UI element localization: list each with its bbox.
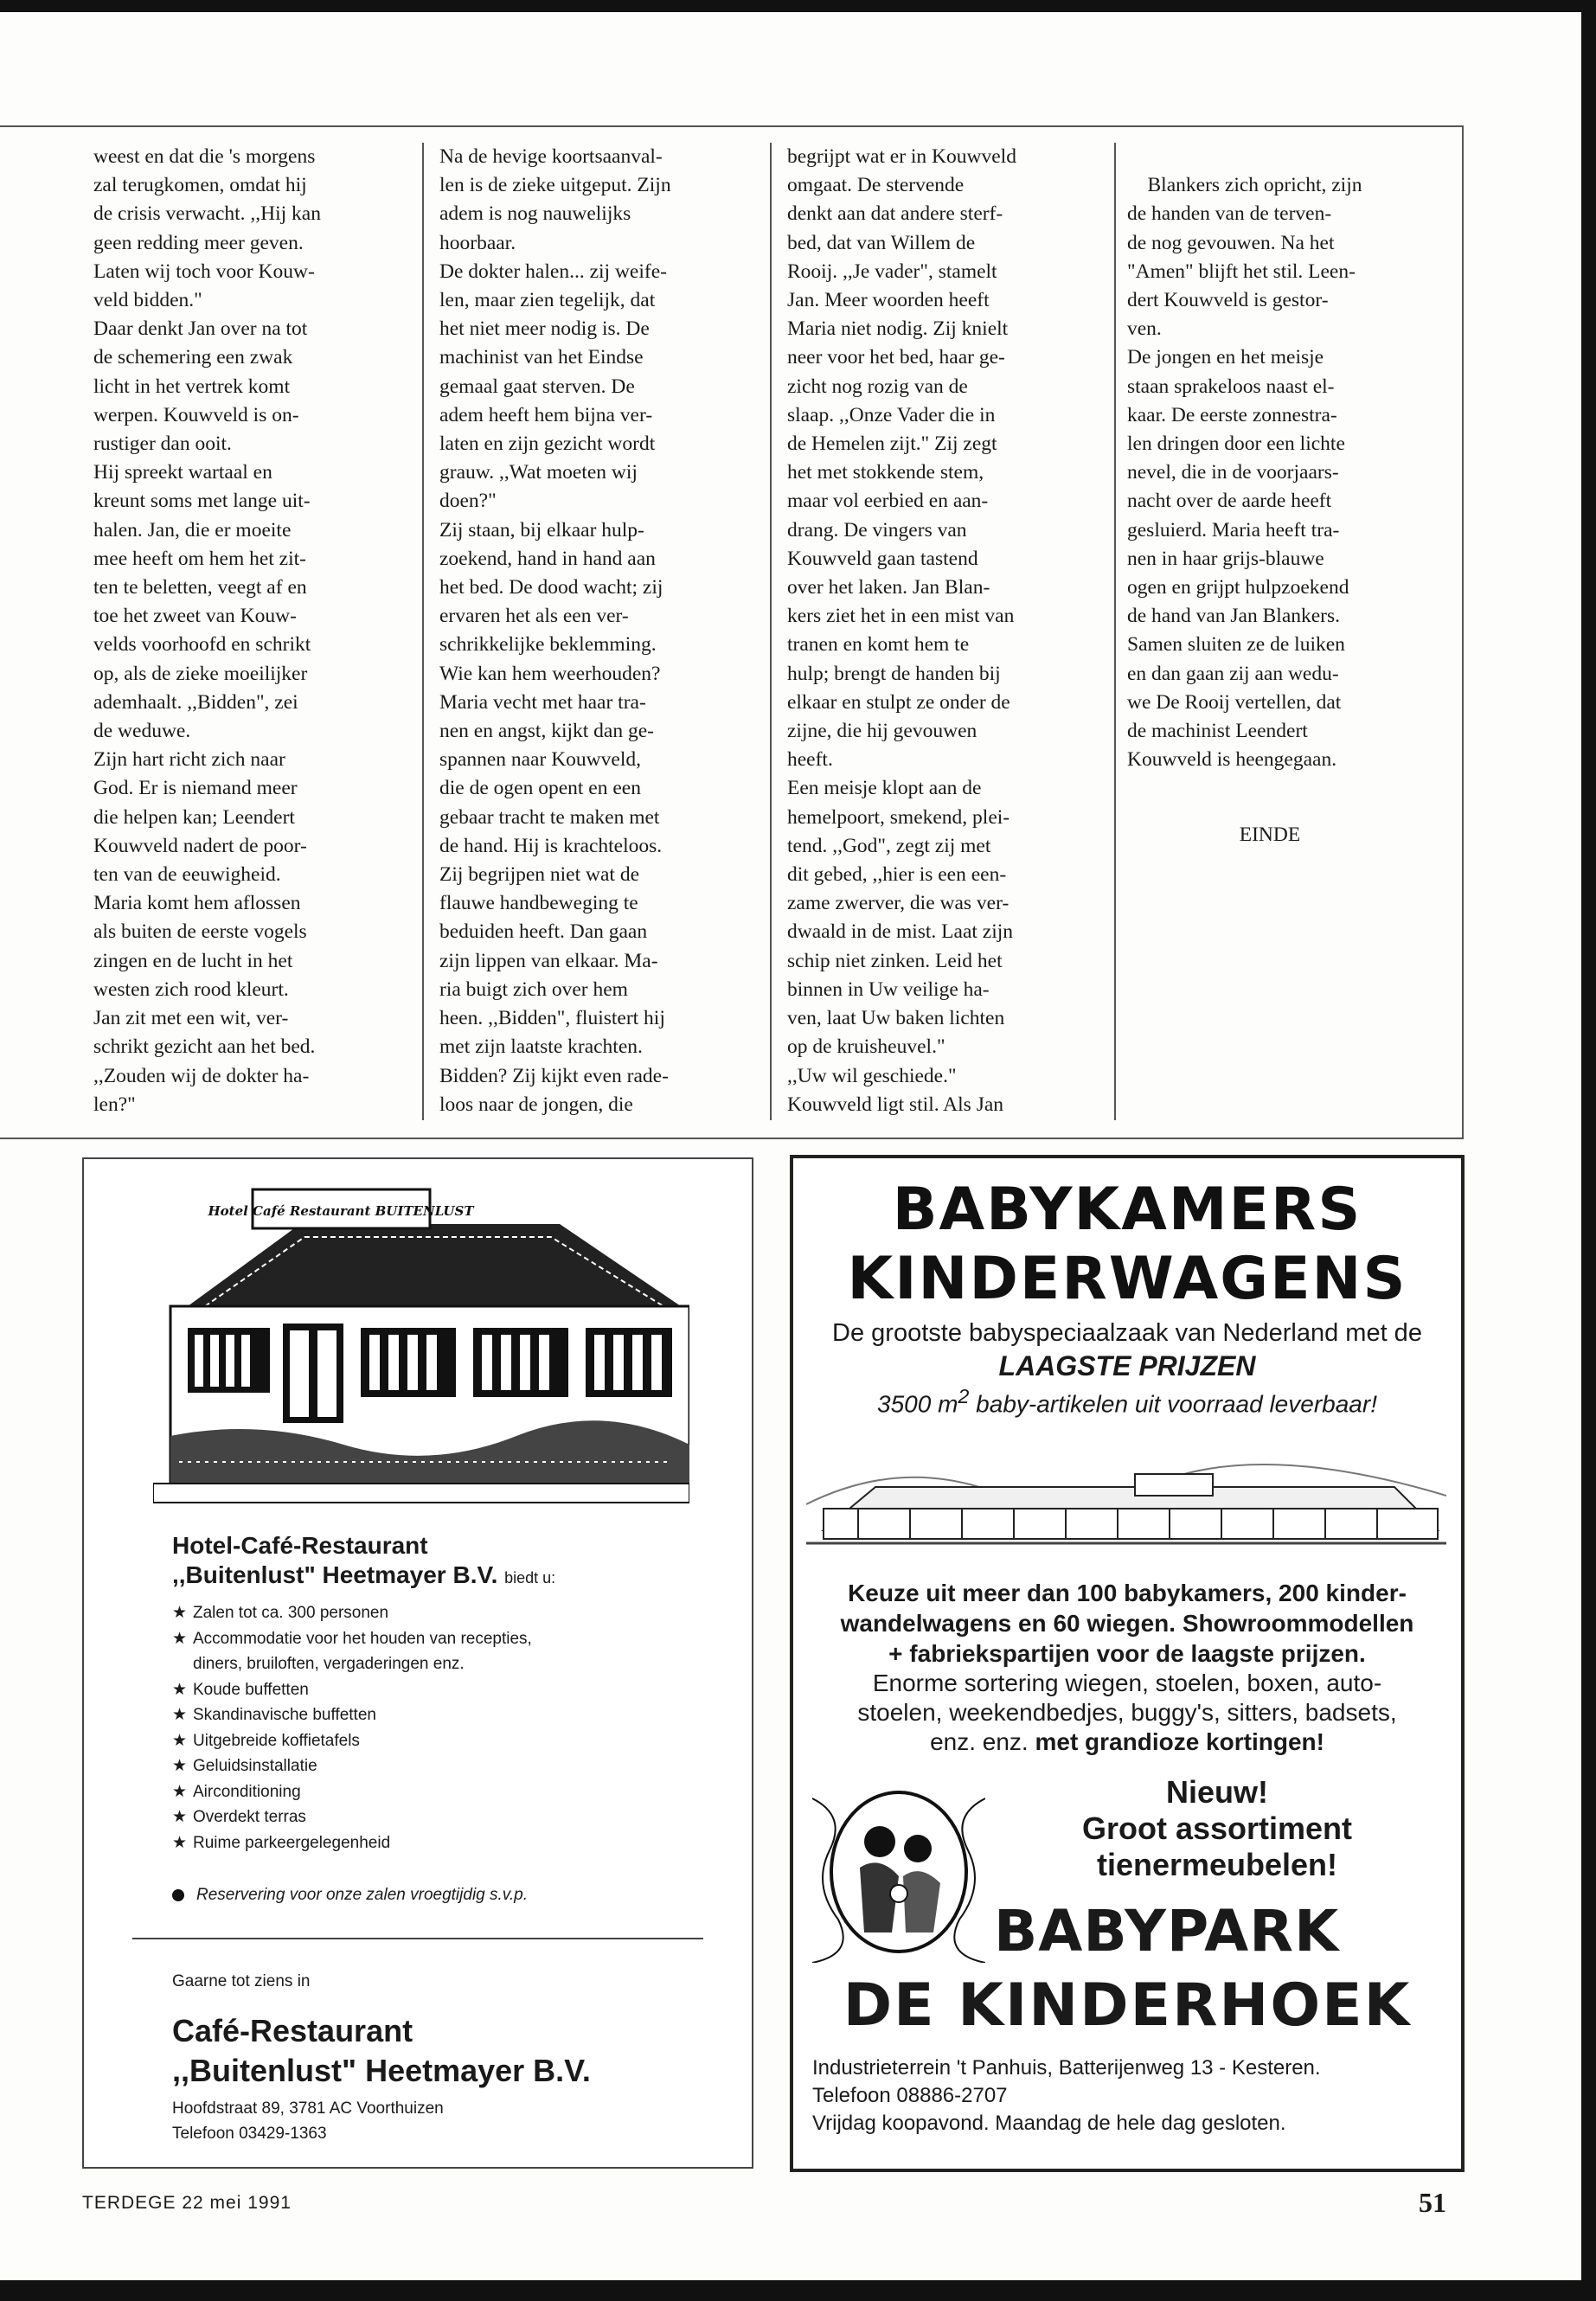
babypark-address: Industrieterrein 't Panhuis, Batterijenweg 13 - Kesteren.: [812, 2056, 1321, 2080]
right-border: [1581, 0, 1596, 2301]
list-item: ★ Accommodatie voor het houden van recepties, diners, bruiloften, vergaderingen enz.: [172, 1626, 532, 1677]
store-building-illustration: [806, 1426, 1446, 1548]
tagline: De grootste babyspeciaalzaak van Nederland met de: [832, 1319, 1422, 1347]
hotel-heading-line2: ,,Buitenlust" Heetmayer B.V.: [172, 1561, 498, 1588]
page-number: 51: [1419, 2187, 1446, 2218]
star-bullet-icon: ★: [172, 1833, 188, 1852]
list-item: ★ Koude buffetten: [172, 1677, 532, 1703]
babypark-contact: [812, 2054, 1321, 2138]
star-bullet-icon: ★: [172, 1731, 188, 1750]
article-column-1: weest en dat die 's morgens zal terugkomen, omdat hij de crisis verwacht. ,,Hij kan geen redding meer geven. Laten wij toch voor Kouw- veld bidden." Daar denkt Jan over na tot de schemering een zwak licht in het vertrek komt werpen. Kouwveld is on- rustiger dan ooit. Hij spreekt wartaal en kreunt soms met lange uit- halen. Jan, die er moeite mee heeft om hem het zit- ten te beletten, veegt af en toe het zweet van Kouw- velds voorhoofd en schrikt op, als de zieke moeilijker ademhaalt. ,,Bidden", zei de weduwe. Zijn hart richt zich naar God. Er is niemand meer die helpen kan; Leendert Kouwveld nadert de poor- ten van de eeuwigheid. Maria komt hem aflossen als buiten de eerste vogels zingen en de lucht in het westen zich rood kleurt. Jan zit met een wit, ver- schrikt gezicht aan het bed. ,,Zouden wij de dokter ha- len?": [93, 145, 321, 1116]
children-medallion-illustration: [812, 1781, 985, 1963]
list-item: ★ Uitgebreide koffietafels: [172, 1728, 532, 1754]
list-item: ★ Ruime parkeergelegenheid: [172, 1830, 532, 1856]
stock-claim: 3500 $m^2$ baby-artikelen uit voorraad leverbaar!: [877, 1385, 1377, 1418]
publication-footer: TERDEGE 22 mei 1991: [82, 2193, 292, 2213]
article-column-4-text: Blankers zich opricht, zijn de handen van de terven- de nog gevouwen. Na het "Amen" blijft het stil. Leen- dert Kouwveld is gestor- ven. De jongen en het meisje staan sprakeloos naast el- kaar. De eerste zonnestra- len dringen door een lichte nevel, die in de voorjaars- nacht over de aarde heeft gesluierd. Maria heeft tra- nen in haar grijs-blauwe ogen en grijpt hulpzoekend de hand van Jan Blankers. Samen sluiten ze de luiken en dan gaan zij aan wedu- we De Rooij vertellen, dat de machinist Leendert Kouwveld is heengegaan.: [1127, 174, 1362, 772]
price-claim: LAAGSTE PRIJZEN: [998, 1350, 1256, 1381]
hotel-heading: [172, 1531, 555, 1593]
new-products-announcement: Nieuw! Groot assortiment tienermeubelen!: [1081, 1774, 1353, 1882]
star-bullet-icon: ★: [172, 1680, 188, 1699]
greeting: Gaarne tot ziens in: [172, 1972, 311, 1990]
top-border: [0, 0, 1596, 12]
babypark-hours: Vrijdag koopavond. Maandag de hele dag gesloten.: [812, 2112, 1286, 2135]
ad-divider: [132, 1938, 703, 1939]
babypark-phone: Telefoon 08886-2707: [812, 2084, 1008, 2107]
star-bullet-icon: ★: [172, 1706, 188, 1724]
headline-babykamers: BABYKAMERS: [892, 1176, 1362, 1244]
bullet-dot-icon: [172, 1889, 184, 1901]
article-column-2: Na de hevige koortsaanval- len is de zieke uitgeput. Zijn adem is nog nauwelijks hoorbaar. De dokter halen... zij weife- len, maar zien tegelijk, dat het niet meer nodig is. De machinist van het Eindse gemaal gaat sterven. De adem heeft hem bijna ver- laten en zijn gezicht wordt grauw. ,,Wat moeten wij doen?" Zij staan, bij elkaar hulp- zoekend, hand in hand aan het bed. De dood wacht; zij ervaren het als een ver- schrikkelijke beklemming. Wie kan hem weerhouden? Maria vecht met haar tra- nen en angst, kijkt dan ge- spannen naar Kouwveld, die de ogen opent en een gebaar tracht te maken met de hand. Hij is krachteloos. Zij begrijpen niet wat de flauwe handbeweging te beduiden heeft. Dan gaan zijn lippen van elkaar. Ma- ria buigt zich over hem heen. ,,Bidden", fluistert hij met zijn laatste krachten. Bidden? Zij kijkt even rade- loos naar de jongen, die: [439, 145, 671, 1116]
headline-kinderwagens: KINDERWAGENS: [847, 1245, 1407, 1313]
column-divider: [1114, 143, 1116, 1120]
column-divider: [422, 143, 424, 1120]
article-box: [0, 125, 1464, 1139]
star-bullet-icon: ★: [172, 1604, 188, 1622]
star-bullet-icon: ★: [172, 1629, 188, 1648]
hotel-amenities-list: [172, 1600, 532, 1856]
hotel-heading-line1: Hotel-Café-Restaurant: [172, 1532, 428, 1559]
bottom-border: [0, 2280, 1596, 2301]
article-end-mark: EINDE: [1239, 823, 1301, 846]
star-bullet-icon: ★: [172, 1808, 188, 1826]
hotel-heading-suffix: biedt u:: [504, 1569, 556, 1586]
assortment-text: Enorme sortering wiegen, stoelen, boxen, auto- stoelen, weekendbedjes, buggy's, sitters, badsets, enz. enz. met grandioze kortingen!: [857, 1670, 1397, 1755]
star-bullet-icon: ★: [172, 1782, 188, 1801]
hotel-contact: [172, 2096, 444, 2146]
article-column-3: begrijpt wat er in Kouwveld omgaat. De stervende denkt aan dat andere sterf- bed, dat van Willem de Rooij. ,,Je vader", stamelt Jan. Meer woorden heeft Maria niet nodig. Zij knielt neer voor het bed, haar ge- zicht nog rozig van de slaap. ,,Onze Vader die in de Hemelen zijt." Zij zegt het met stokkende stem, maar vol eerbied en aan- drang. De vingers van Kouwveld gaan tastend over het laken. Jan Blan- kers ziet het in een mist van tranen en komt hem te hulp; brengt de handen bij elkaar en stulpt ze onder de zijne, die hij gevouwen heeft. Een meisje klopt aan de hemelpoort, smekend, plei- tend. ,,God", zegt zij met dit gebed, ,,hier is een een- zame zwerver, die was ver- dwaald in de mist. Laat zijn schip niet zinken. Leid het binnen in Uw veilige ha- ven, laat Uw baken lichten op de kruisheuvel." ,,Uw wil geschiede." Kouwveld ligt stil. Als Jan: [787, 145, 1016, 1116]
star-bullet-icon: ★: [172, 1757, 188, 1775]
brand-de-kinderhoek: DE KINDERHOEK: [843, 1971, 1412, 2040]
column-divider: [770, 143, 772, 1120]
selection-claim: Keuze uit meer dan 100 babykamers, 200 kinder- wandelwagens en 60 wiegen. Showroommodellen + fabriekspartijen voor de laagste prijzen.: [840, 1580, 1414, 1667]
list-item: ★ Airconditioning: [172, 1779, 532, 1805]
list-item: ★ Overdekt terras: [172, 1804, 532, 1830]
list-item: ★ Geluidsinstallatie: [172, 1753, 532, 1779]
reservation-note: Reservering voor onze zalen vroegtijdig s.v.p.: [172, 1886, 528, 1905]
brand-babypark: BABYPARK: [994, 1898, 1340, 1965]
hotel-address: Hoofdstraat 89, 3781 AC Voorthuizen: [172, 2099, 444, 2118]
list-item: ★ Zalen tot ca. 300 personen: [172, 1600, 532, 1626]
babypark-advertisement: [790, 1155, 1465, 2172]
restaurant-name: Café-Restaurant ,,Buitenlust" Heetmayer B.V.: [172, 2013, 591, 2088]
article-column-4: [1127, 143, 1413, 907]
list-item: ★ Skandinavische buffetten: [172, 1702, 532, 1728]
hotel-advertisement: [82, 1157, 753, 2169]
hotel-sign-text: Hotel Café Restaurant BUITENLUST: [208, 1203, 474, 1219]
hotel-building-illustration: [153, 1176, 689, 1505]
hotel-phone: Telefoon 03429-1363: [172, 2125, 327, 2143]
